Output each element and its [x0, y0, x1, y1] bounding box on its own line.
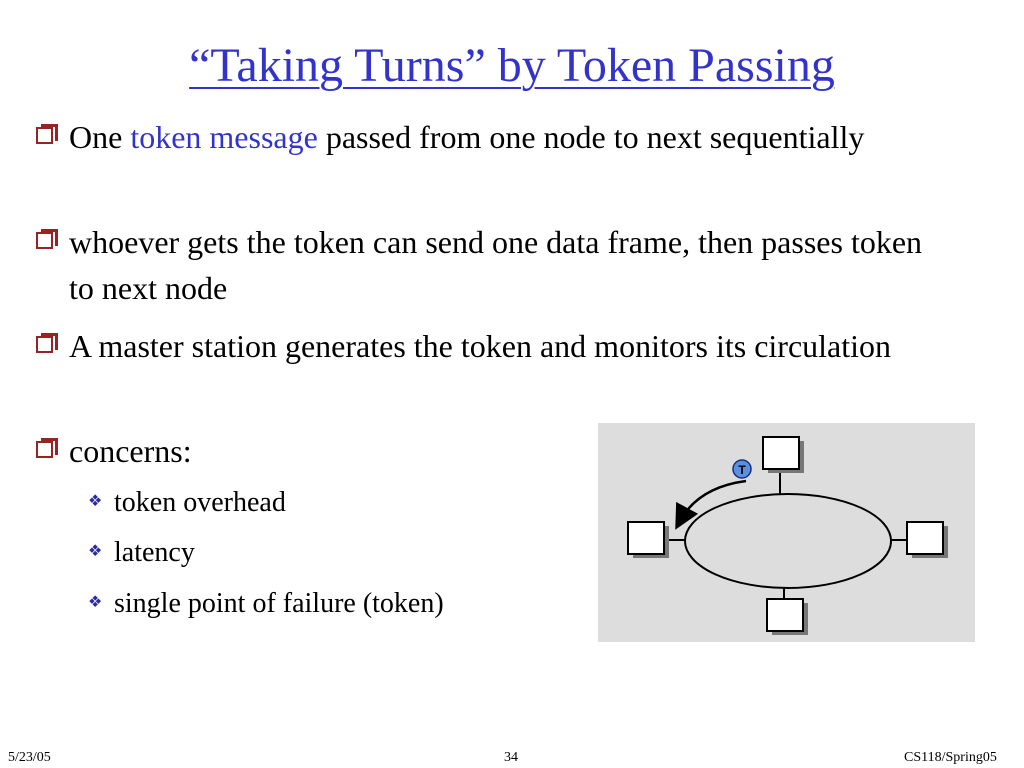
square-bullet-icon	[36, 232, 53, 249]
token-circle	[733, 460, 751, 478]
bullet-text: A master station generates the token and monitors its circulation	[69, 328, 892, 364]
ring-ellipse	[685, 494, 891, 588]
bullet-text-pre: One	[69, 119, 131, 155]
network-node-top	[763, 437, 804, 473]
diamond-bullet-icon: ❖	[88, 491, 103, 510]
square-bullet-icon	[36, 336, 53, 353]
bullet-text	[69, 114, 929, 160]
network-node-right	[907, 522, 948, 558]
footer-date: 5/23/05	[8, 750, 51, 765]
bullet-text-post: passed from one node to next sequentially	[317, 119, 865, 155]
sub-bullet-text: single point of failure (token)	[114, 588, 444, 619]
bullet-text: whoever gets the token can send one data frame, then passes token to next node	[69, 224, 923, 306]
sub-bullet-text: token overhead	[114, 487, 286, 518]
square-bullet-icon	[36, 127, 53, 144]
network-node-left	[628, 522, 669, 558]
token-message-highlight: token message	[130, 119, 318, 155]
diamond-bullet-icon: ❖	[88, 541, 103, 560]
footer-course: CS118/Spring05	[904, 750, 997, 765]
token-ring-svg	[598, 423, 975, 642]
token-label: T	[738, 463, 746, 477]
square-bullet-icon	[36, 441, 53, 458]
slide-title: “Taking Turns” by Token Passing	[189, 39, 835, 92]
bullet-text: concerns:	[69, 433, 192, 469]
diamond-bullet-icon: ❖	[88, 592, 103, 611]
sub-bullet-text: latency	[114, 537, 195, 568]
footer-page-number: 34	[504, 750, 518, 765]
network-node-bottom	[767, 599, 808, 635]
token-ring-diagram	[598, 423, 975, 642]
